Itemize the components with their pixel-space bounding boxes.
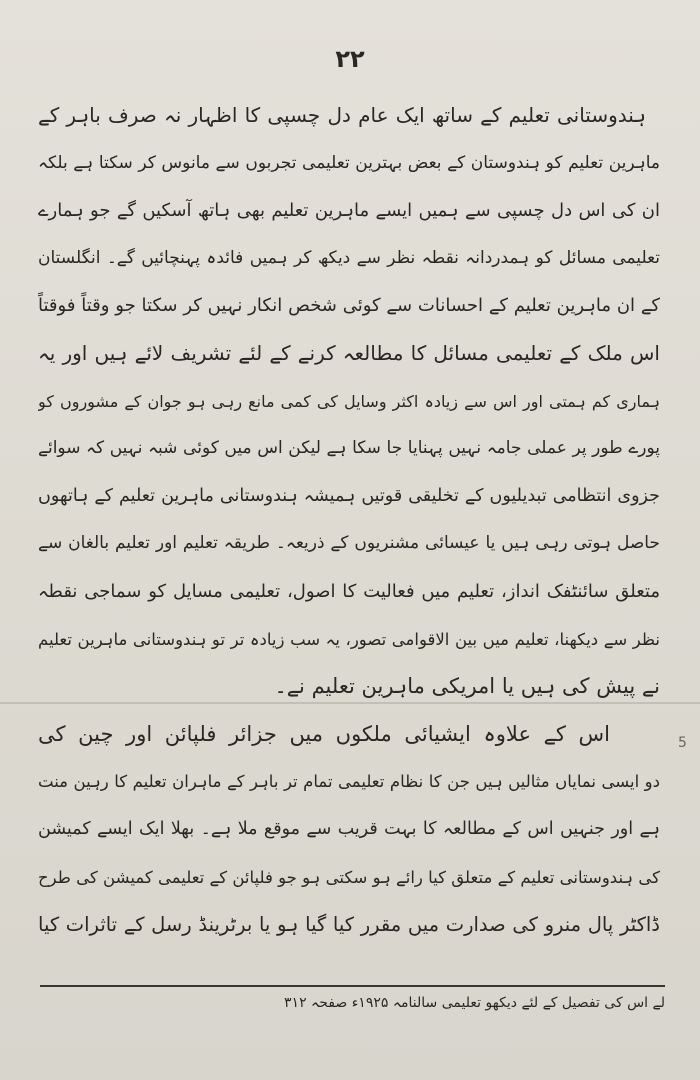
text-line: اس ملک کے تعلیمی مسائل کا مطالعہ کرنے کے لئے تشریف لائے ہیں اور یہ — [38, 340, 660, 365]
text-line: ان کی اس دل چسپی سے ہمیں ایسے ماہرین تعلیم بھی ہاتھ آسکیں گے جو ہمارے — [38, 200, 660, 222]
text-line-paragraph-start: اس کے علاوہ ایشیائی ملکوں میں جزائر فلپائن اور چین کی — [38, 721, 610, 746]
text-line: کی ہندوستانی تعلیم کے متعلق کیا رائے ہو سکتی ہو جو فلپائن کے تعلیمی کمیشن کی طرح — [38, 867, 660, 887]
margin-mark: 5 — [678, 735, 687, 751]
text-line: ڈاکٹر پال منرو کی صدارت میں مقرر کیا گیا ہو یا برٹرینڈ رسل کے تاثرات کیا — [38, 913, 660, 937]
text-line: پورے طور پر عملی جامہ نہیں پہنایا جا سکا ہے لیکن اس میں کوئی شبہ نہیں کہ سوائے — [38, 438, 660, 459]
footnote-divider — [40, 985, 665, 987]
text-line: ہندوستانی تعلیم کے ساتھ ایک عام دل چسپی کا اظہار نہ صرف باہر کے — [38, 103, 646, 127]
footnote: لے اس کی تفصیل کے لئے دیکھو تعلیمی سالنامہ ۱۹۲۵ء صفحہ ۳۱۲ — [284, 995, 665, 1011]
body-text — [38, 92, 660, 949]
page-number: ۲۲ — [335, 45, 365, 73]
text-line: دو ایسی نمایاں مثالیں ہیں جن کا نظام تعلیمی تمام تر باہر کے ماہران تعلیم کا رہین منت — [38, 772, 660, 792]
text-line: حاصل ہوتی رہی ہیں یا عیسائی مشنریوں کے ذریعہ۔ طریقہ تعلیم اور تعلیم بالغان سے — [38, 533, 660, 554]
text-line: ہماری کم ہمتی اور اس سے زیادہ اکثر وسایل کی کمی مانع رہی ہو جوان کے مشوروں کو — [38, 391, 660, 411]
text-line: نظر سے دیکھنا، تعلیم میں بین الاقوامی تصور، یہ سب زیادہ تر تو ہندوستانی ماہرین تعلیم — [38, 629, 660, 649]
text-line: متعلق سائنٹفک انداز، تعلیم میں فعالیت کا اصول، تعلیمی مسایل کو سماجی نقطہ — [38, 580, 660, 602]
text-line-last: نے پیش کی ہیں یا امریکی ماہرین تعلیم نے۔ — [274, 674, 660, 699]
text-line: ہے اور جنہیں اس کے مطالعہ کا بہت قریب سے موقع ملا ہے۔ بھلا ایک ایسے کمیشن — [38, 818, 660, 839]
text-line: جزوی انتظامی تبدیلیوں کے تخلیقی قوتیں ہمیشہ ہندوستانی ماہرین تعلیم کے ہاتھوں — [38, 485, 660, 506]
text-line: تعلیمی مسائل کو ہمدردانہ نقطہ نظر سے دیکھ کر ہمیں فائدہ پہنچائیں گے۔ انگلستان — [38, 247, 660, 268]
text-line: کے ان ماہرین تعلیم کے احسانات سے کوئی شخص انکار نہیں کر سکتا جو وقتاً فوقتاً — [38, 295, 660, 317]
text-line: ماہرین تعلیم کو ہندوستان کے بعض بہترین تعلیمی تجربوں سے مانوس کر سکتا ہے بلکہ — [38, 152, 660, 173]
